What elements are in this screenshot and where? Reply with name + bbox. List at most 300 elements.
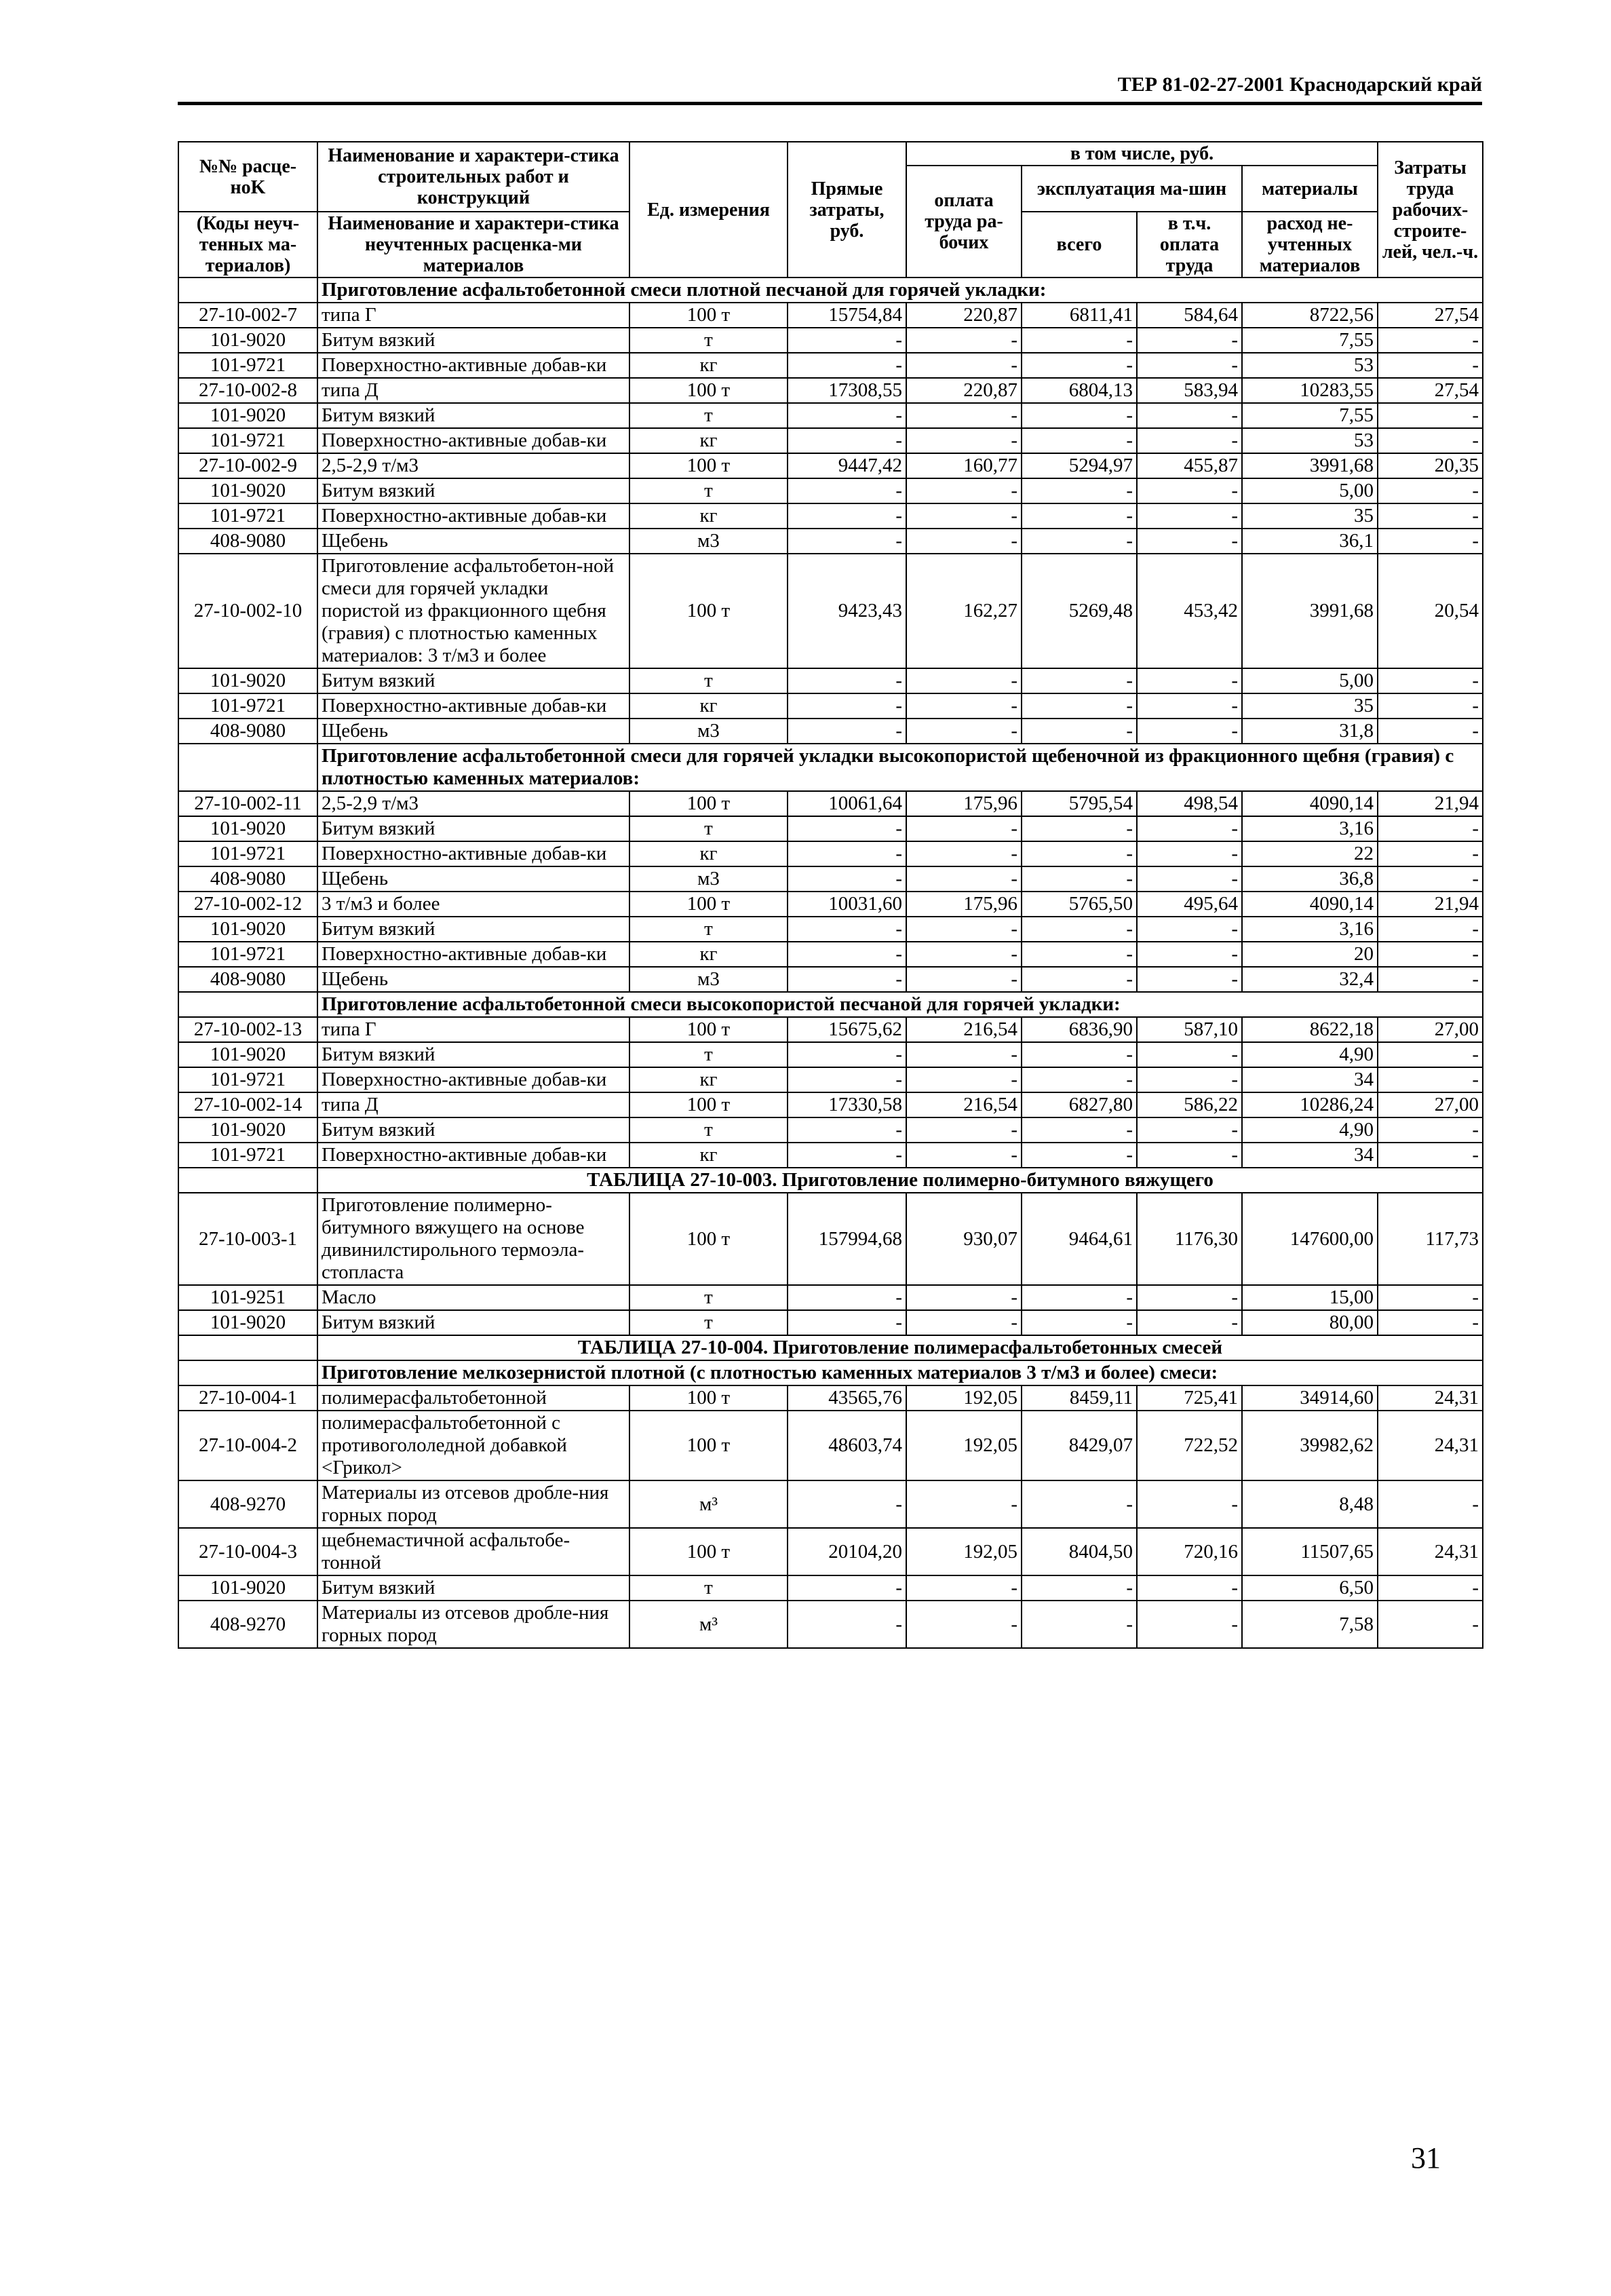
section-heading: Приготовление асфальтобетонной смеси для горячей укладки высокопористой щебеночной из фракционного щебня (гравия) с плотностью каменных материалов: xyxy=(317,744,1483,791)
cell-labor: 216,54 xyxy=(906,1017,1022,1042)
cell-name: 3 т/м3 и более xyxy=(317,892,629,917)
table-row xyxy=(178,693,1483,719)
cell-labor: - xyxy=(906,967,1022,992)
cell-materials: 5,00 xyxy=(1242,668,1378,693)
cell-labor: - xyxy=(906,942,1022,967)
cell-workers: - xyxy=(1378,1310,1483,1335)
cell-direct: 10061,64 xyxy=(788,791,906,816)
table-row xyxy=(178,403,1483,428)
cell-workers: - xyxy=(1378,1285,1483,1310)
cell-mach-total: 6804,13 xyxy=(1022,378,1137,403)
cell-code: 101-9020 xyxy=(178,1575,317,1601)
cell-code: 408-9080 xyxy=(178,719,317,744)
cell-unit: 100 т xyxy=(629,791,788,816)
cell-mach-total: - xyxy=(1022,1117,1137,1143)
cell-name: полимерасфальтобетонной xyxy=(317,1385,629,1411)
cell-name: 2,5-2,9 т/м3 xyxy=(317,791,629,816)
cell-workers: - xyxy=(1378,719,1483,744)
cell-materials: 34 xyxy=(1242,1067,1378,1092)
cell-direct: 17308,55 xyxy=(788,378,906,403)
table-row xyxy=(178,1193,1483,1285)
cell-mach-total: - xyxy=(1022,967,1137,992)
cell-direct: 10031,60 xyxy=(788,892,906,917)
running-title: ТЕР 81-02-27-2001 Краснодарский край xyxy=(1117,73,1482,96)
cell-mach-labor: - xyxy=(1137,529,1242,554)
cell-unit: м3 xyxy=(629,529,788,554)
cell-materials: 39982,62 xyxy=(1242,1411,1378,1480)
section-heading: Приготовление асфальтобетонной смеси высокопористой песчаной для горячей укладки: xyxy=(317,992,1483,1017)
cell-materials: 31,8 xyxy=(1242,719,1378,744)
cell-labor: - xyxy=(906,1285,1022,1310)
cell-mach-labor: 495,64 xyxy=(1137,892,1242,917)
cell-mach-total: - xyxy=(1022,328,1137,353)
col-incl-header: в том числе, руб. xyxy=(906,142,1378,166)
cell-labor: 192,05 xyxy=(906,1528,1022,1575)
section-code-cell xyxy=(178,1335,317,1360)
cell-unit: т xyxy=(629,1117,788,1143)
cell-labor: - xyxy=(906,866,1022,892)
cell-code: 101-9721 xyxy=(178,693,317,719)
cell-labor: - xyxy=(906,816,1022,841)
cell-unit: м3 xyxy=(629,719,788,744)
cell-materials: 7,58 xyxy=(1242,1601,1378,1648)
table-row xyxy=(178,1117,1483,1143)
cell-workers: - xyxy=(1378,529,1483,554)
cell-name: Приготовление полимерно-битумного вяжущего на основе дивинилстирольного термоэла-стопласта xyxy=(317,1193,629,1285)
cell-mach-labor: - xyxy=(1137,503,1242,529)
cell-name: Поверхностно-активные добав-ки xyxy=(317,942,629,967)
cell-unit: м³ xyxy=(629,1480,788,1528)
cell-unit: кг xyxy=(629,1143,788,1168)
cell-materials: 35 xyxy=(1242,693,1378,719)
cell-mach-labor: 586,22 xyxy=(1137,1092,1242,1117)
cell-workers: - xyxy=(1378,428,1483,453)
rates-table xyxy=(178,141,1483,1649)
cell-unit: кг xyxy=(629,428,788,453)
cell-direct: - xyxy=(788,917,906,942)
cell-workers: - xyxy=(1378,1601,1483,1648)
cell-materials: 10286,24 xyxy=(1242,1092,1378,1117)
cell-workers: - xyxy=(1378,942,1483,967)
cell-mach-total: 6811,41 xyxy=(1022,303,1137,328)
cell-workers: 27,54 xyxy=(1378,303,1483,328)
cell-name: Материалы из отсевов дробле-ния горных пород xyxy=(317,1601,629,1648)
section-code-cell xyxy=(178,1360,317,1385)
table-row xyxy=(178,554,1483,668)
cell-name: Битум вязкий xyxy=(317,917,629,942)
cell-materials: 3991,68 xyxy=(1242,453,1378,478)
cell-code: 27-10-004-2 xyxy=(178,1411,317,1480)
cell-workers: 27,54 xyxy=(1378,378,1483,403)
cell-direct: - xyxy=(788,1480,906,1528)
cell-code: 101-9721 xyxy=(178,353,317,378)
cell-name: Масло xyxy=(317,1285,629,1310)
cell-workers: - xyxy=(1378,478,1483,503)
cell-name: Битум вязкий xyxy=(317,1575,629,1601)
cell-workers: - xyxy=(1378,353,1483,378)
cell-labor: - xyxy=(906,1117,1022,1143)
cell-unit: кг xyxy=(629,353,788,378)
cell-labor: 220,87 xyxy=(906,378,1022,403)
table-title-row xyxy=(178,1168,1483,1193)
cell-unit: т xyxy=(629,668,788,693)
cell-labor: - xyxy=(906,1042,1022,1067)
cell-mach-total: 8459,11 xyxy=(1022,1385,1137,1411)
section-row xyxy=(178,992,1483,1017)
cell-direct: - xyxy=(788,719,906,744)
cell-mach-total: 5269,48 xyxy=(1022,554,1137,668)
cell-direct: - xyxy=(788,529,906,554)
cell-workers: 20,35 xyxy=(1378,453,1483,478)
section-code-cell xyxy=(178,992,317,1017)
cell-direct: - xyxy=(788,503,906,529)
cell-code: 101-9721 xyxy=(178,1143,317,1168)
page-number: 31 xyxy=(1411,2141,1441,2175)
cell-labor: - xyxy=(906,403,1022,428)
cell-code: 101-9020 xyxy=(178,668,317,693)
cell-unit: 100 т xyxy=(629,303,788,328)
cell-direct: - xyxy=(788,353,906,378)
cell-mach-labor: 584,64 xyxy=(1137,303,1242,328)
cell-materials: 53 xyxy=(1242,353,1378,378)
cell-unit: т xyxy=(629,403,788,428)
cell-code: 101-9020 xyxy=(178,1042,317,1067)
cell-materials: 20 xyxy=(1242,942,1378,967)
cell-labor: 175,96 xyxy=(906,791,1022,816)
cell-code: 27-10-002-12 xyxy=(178,892,317,917)
cell-mach-labor: - xyxy=(1137,353,1242,378)
table-row xyxy=(178,719,1483,744)
table-row xyxy=(178,1017,1483,1042)
cell-mach-total: 8429,07 xyxy=(1022,1411,1137,1480)
cell-name: Битум вязкий xyxy=(317,1042,629,1067)
table-row xyxy=(178,328,1483,353)
cell-mach-total: 5765,50 xyxy=(1022,892,1137,917)
table-title: ТАБЛИЦА 27-10-003. Приготовление полимерно-битумного вяжущего xyxy=(317,1168,1483,1193)
cell-workers: 117,73 xyxy=(1378,1193,1483,1285)
cell-labor: 930,07 xyxy=(906,1193,1022,1285)
cell-unit: м3 xyxy=(629,866,788,892)
table-row xyxy=(178,791,1483,816)
cell-workers: 24,31 xyxy=(1378,1411,1483,1480)
section-heading: Приготовление мелкозернистой плотной (с плотностью каменных материалов 3 т/м3 и более) смеси: xyxy=(317,1360,1483,1385)
cell-mach-labor: - xyxy=(1137,328,1242,353)
cell-mach-labor: 453,42 xyxy=(1137,554,1242,668)
cell-labor: 192,05 xyxy=(906,1385,1022,1411)
cell-name: Приготовление асфальтобетон-ной смеси для горячей укладки пористой из фракционного щебня (гравия) с плотностью каменных материалов: 3 т/м3 и более xyxy=(317,554,629,668)
table-row xyxy=(178,892,1483,917)
cell-mach-labor: - xyxy=(1137,693,1242,719)
cell-code: 408-9270 xyxy=(178,1601,317,1648)
cell-unit: кг xyxy=(629,503,788,529)
cell-unit: т xyxy=(629,1042,788,1067)
cell-direct: 9447,42 xyxy=(788,453,906,478)
cell-mach-total: - xyxy=(1022,428,1137,453)
cell-direct: 48603,74 xyxy=(788,1411,906,1480)
cell-mach-total: - xyxy=(1022,403,1137,428)
cell-unit: м³ xyxy=(629,1601,788,1648)
cell-mach-labor: - xyxy=(1137,403,1242,428)
cell-code: 101-9020 xyxy=(178,403,317,428)
cell-labor: - xyxy=(906,841,1022,866)
cell-workers: 27,00 xyxy=(1378,1092,1483,1117)
cell-direct: 15754,84 xyxy=(788,303,906,328)
cell-workers: 21,94 xyxy=(1378,892,1483,917)
cell-materials: 10283,55 xyxy=(1242,378,1378,403)
cell-code: 101-9721 xyxy=(178,841,317,866)
cell-code: 101-9721 xyxy=(178,1067,317,1092)
cell-labor: - xyxy=(906,1143,1022,1168)
cell-mach-labor: 1176,30 xyxy=(1137,1193,1242,1285)
cell-code: 27-10-002-7 xyxy=(178,303,317,328)
cell-name: Щебень xyxy=(317,967,629,992)
col-unit-header: Ед. измерения xyxy=(629,142,788,278)
cell-code: 101-9721 xyxy=(178,942,317,967)
cell-direct: - xyxy=(788,841,906,866)
cell-mach-total: - xyxy=(1022,353,1137,378)
cell-workers: - xyxy=(1378,866,1483,892)
table-row xyxy=(178,1067,1483,1092)
cell-direct: 17330,58 xyxy=(788,1092,906,1117)
cell-code: 408-9270 xyxy=(178,1480,317,1528)
cell-code: 27-10-004-1 xyxy=(178,1385,317,1411)
col-direct-header: Прямые затраты, руб. xyxy=(788,142,906,278)
cell-code: 27-10-002-11 xyxy=(178,791,317,816)
cell-materials: 3991,68 xyxy=(1242,554,1378,668)
cell-mach-total: - xyxy=(1022,866,1137,892)
cell-mach-total: 8404,50 xyxy=(1022,1528,1137,1575)
cell-unit: кг xyxy=(629,942,788,967)
cell-name: типа Г xyxy=(317,1017,629,1042)
cell-name: Поверхностно-активные добав-ки xyxy=(317,353,629,378)
cell-labor: - xyxy=(906,693,1022,719)
cell-mach-labor: 722,52 xyxy=(1137,1411,1242,1480)
cell-mach-labor: - xyxy=(1137,866,1242,892)
cell-mach-labor: 725,41 xyxy=(1137,1385,1242,1411)
cell-name: Битум вязкий xyxy=(317,816,629,841)
cell-name: Поверхностно-активные добав-ки xyxy=(317,428,629,453)
cell-name: Поверхностно-активные добав-ки xyxy=(317,503,629,529)
cell-workers: 21,94 xyxy=(1378,791,1483,816)
cell-workers: - xyxy=(1378,668,1483,693)
cell-mach-total: - xyxy=(1022,942,1137,967)
cell-materials: 6,50 xyxy=(1242,1575,1378,1601)
cell-mach-labor: - xyxy=(1137,478,1242,503)
cell-labor: - xyxy=(906,503,1022,529)
cell-workers: - xyxy=(1378,403,1483,428)
cell-materials: 7,55 xyxy=(1242,328,1378,353)
cell-direct: - xyxy=(788,1601,906,1648)
cell-mach-labor: - xyxy=(1137,967,1242,992)
cell-code: 101-9020 xyxy=(178,1117,317,1143)
cell-materials: 53 xyxy=(1242,428,1378,453)
cell-materials: 3,16 xyxy=(1242,816,1378,841)
cell-code: 101-9020 xyxy=(178,917,317,942)
cell-workers: - xyxy=(1378,1117,1483,1143)
cell-mach-labor: - xyxy=(1137,1285,1242,1310)
cell-direct: 9423,43 xyxy=(788,554,906,668)
cell-labor: 160,77 xyxy=(906,453,1022,478)
cell-unit: 100 т xyxy=(629,1017,788,1042)
cell-unit: т xyxy=(629,1310,788,1335)
cell-name: полимерасфальтобетонной с противогололедной добавкой <Грикол> xyxy=(317,1411,629,1480)
cell-mach-labor: - xyxy=(1137,1310,1242,1335)
cell-direct: 43565,76 xyxy=(788,1385,906,1411)
cell-workers: - xyxy=(1378,693,1483,719)
cell-mach-total: - xyxy=(1022,841,1137,866)
table-row xyxy=(178,1480,1483,1528)
cell-code: 101-9721 xyxy=(178,428,317,453)
cell-direct: - xyxy=(788,328,906,353)
cell-code: 27-10-004-3 xyxy=(178,1528,317,1575)
cell-code: 101-9020 xyxy=(178,478,317,503)
table-row xyxy=(178,428,1483,453)
cell-mach-labor: 587,10 xyxy=(1137,1017,1242,1042)
cell-workers: 24,31 xyxy=(1378,1528,1483,1575)
cell-materials: 36,1 xyxy=(1242,529,1378,554)
cell-name: Щебень xyxy=(317,719,629,744)
table-row xyxy=(178,942,1483,967)
cell-materials: 34914,60 xyxy=(1242,1385,1378,1411)
col-mach-total-header: всего xyxy=(1022,212,1137,278)
cell-mach-total: 5294,97 xyxy=(1022,453,1137,478)
cell-name: Битум вязкий xyxy=(317,1117,629,1143)
cell-labor: - xyxy=(906,1067,1022,1092)
col-name-header: Наименование и характери-стика строительных работ и конструкций xyxy=(317,142,629,212)
section-code-cell xyxy=(178,278,317,303)
section-code-cell xyxy=(178,1168,317,1193)
cell-direct: - xyxy=(788,967,906,992)
cell-direct: - xyxy=(788,428,906,453)
cell-code: 408-9080 xyxy=(178,967,317,992)
table-row xyxy=(178,1385,1483,1411)
cell-code: 101-9020 xyxy=(178,816,317,841)
cell-code: 27-10-003-1 xyxy=(178,1193,317,1285)
col-materials-header: материалы xyxy=(1242,166,1378,212)
cell-name: Поверхностно-активные добав-ки xyxy=(317,1067,629,1092)
cell-direct: - xyxy=(788,478,906,503)
cell-labor: - xyxy=(906,428,1022,453)
cell-workers: - xyxy=(1378,328,1483,353)
cell-mach-labor: - xyxy=(1137,1575,1242,1601)
cell-unit: 100 т xyxy=(629,1411,788,1480)
cell-mach-total: 6827,80 xyxy=(1022,1092,1137,1117)
cell-workers: - xyxy=(1378,1042,1483,1067)
cell-name: Поверхностно-активные добав-ки xyxy=(317,693,629,719)
cell-materials: 8722,56 xyxy=(1242,303,1378,328)
table-row xyxy=(178,1575,1483,1601)
cell-mach-total: - xyxy=(1022,917,1137,942)
cell-mach-total: 6836,90 xyxy=(1022,1017,1137,1042)
cell-mach-total: - xyxy=(1022,719,1137,744)
cell-mach-labor: - xyxy=(1137,942,1242,967)
cell-name: Материалы из отсевов дробле-ния горных пород xyxy=(317,1480,629,1528)
cell-labor: - xyxy=(906,719,1022,744)
cell-labor: - xyxy=(906,353,1022,378)
cell-direct: 15675,62 xyxy=(788,1017,906,1042)
table-title: ТАБЛИЦА 27-10-004. Приготовление полимерасфальтобетонных смесей xyxy=(317,1335,1483,1360)
cell-mach-total: - xyxy=(1022,1601,1137,1648)
cell-name: Поверхностно-активные добав-ки xyxy=(317,841,629,866)
cell-materials: 4,90 xyxy=(1242,1042,1378,1067)
cell-mach-labor: - xyxy=(1137,1601,1242,1648)
table-row xyxy=(178,1411,1483,1480)
cell-materials: 5,00 xyxy=(1242,478,1378,503)
cell-mach-total: - xyxy=(1022,1310,1137,1335)
section-row xyxy=(178,278,1483,303)
cell-labor: 216,54 xyxy=(906,1092,1022,1117)
cell-materials: 3,16 xyxy=(1242,917,1378,942)
cell-labor: - xyxy=(906,668,1022,693)
cell-mach-labor: - xyxy=(1137,668,1242,693)
cell-direct: - xyxy=(788,403,906,428)
cell-direct: 20104,20 xyxy=(788,1528,906,1575)
cell-labor: - xyxy=(906,328,1022,353)
cell-direct: - xyxy=(788,1042,906,1067)
cell-materials: 4090,14 xyxy=(1242,791,1378,816)
cell-materials: 22 xyxy=(1242,841,1378,866)
cell-mach-labor: 455,87 xyxy=(1137,453,1242,478)
cell-name: типа Д xyxy=(317,378,629,403)
table-row xyxy=(178,303,1483,328)
section-row xyxy=(178,1360,1483,1385)
table-row xyxy=(178,1601,1483,1648)
cell-unit: т xyxy=(629,328,788,353)
cell-materials: 80,00 xyxy=(1242,1310,1378,1335)
cell-mach-labor: - xyxy=(1137,428,1242,453)
section-row xyxy=(178,744,1483,791)
table-row xyxy=(178,1092,1483,1117)
cell-mach-total: - xyxy=(1022,503,1137,529)
cell-materials: 15,00 xyxy=(1242,1285,1378,1310)
cell-workers: - xyxy=(1378,1575,1483,1601)
table-row xyxy=(178,668,1483,693)
cell-code: 27-10-002-14 xyxy=(178,1092,317,1117)
cell-materials: 7,55 xyxy=(1242,403,1378,428)
cell-name: Битум вязкий xyxy=(317,403,629,428)
cell-workers: - xyxy=(1378,841,1483,866)
table-title-row xyxy=(178,1335,1483,1360)
table-row xyxy=(178,866,1483,892)
cell-mach-total: - xyxy=(1022,816,1137,841)
table-row xyxy=(178,1042,1483,1067)
cell-direct: - xyxy=(788,693,906,719)
cell-mach-total: - xyxy=(1022,1575,1137,1601)
table-row xyxy=(178,378,1483,403)
cell-mach-labor: - xyxy=(1137,1480,1242,1528)
cell-mach-labor: 583,94 xyxy=(1137,378,1242,403)
cell-direct: - xyxy=(788,942,906,967)
cell-code: 408-9080 xyxy=(178,866,317,892)
cell-unit: т xyxy=(629,1285,788,1310)
cell-unit: 100 т xyxy=(629,1528,788,1575)
cell-labor: 192,05 xyxy=(906,1411,1022,1480)
cell-mach-labor: - xyxy=(1137,841,1242,866)
table-row xyxy=(178,503,1483,529)
cell-name: Поверхностно-активные добав-ки xyxy=(317,1143,629,1168)
cell-mach-total: 5795,54 xyxy=(1022,791,1137,816)
cell-materials: 11507,65 xyxy=(1242,1528,1378,1575)
cell-direct: - xyxy=(788,1575,906,1601)
cell-materials: 32,4 xyxy=(1242,967,1378,992)
cell-workers: - xyxy=(1378,1480,1483,1528)
cell-labor: - xyxy=(906,529,1022,554)
cell-code: 101-9020 xyxy=(178,1310,317,1335)
cell-mach-total: - xyxy=(1022,1285,1137,1310)
cell-mach-labor: - xyxy=(1137,816,1242,841)
cell-workers: - xyxy=(1378,967,1483,992)
cell-direct: - xyxy=(788,1285,906,1310)
